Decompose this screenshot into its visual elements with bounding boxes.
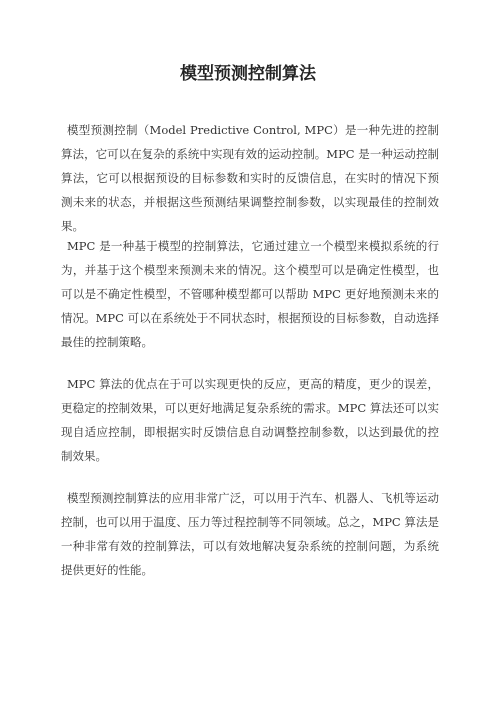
paragraph-1: 模型预测控制（Model Predictive Control, MPC）是一种先进的控制算法，它可以在复杂的系统中实现有效的运动控制。MPC 是一种运动控制算法，它可以根据预设的目标参数和实时的反馈信息，在实时的情况下预测未来的状态，并根据这些预测结果调整控制参数，以实现最佳的控制效果。 [61, 123, 439, 233]
document-title: 模型预测控制算法 [180, 64, 316, 84]
paragraph-2: MPC 是一种基于模型的控制算法，它通过建立一个模型来模拟系统的行为，并基于这个模型来预测未来的情况。这个模型可以是确定性模型，也可以是不确定性模型，不管哪种模型都可以帮助 MPC 更好地预测未来的情况。MPC 可以在系统处于不同状态时，根据预设的目标参数，自动选择最佳的控制策略。 [61, 239, 439, 349]
paragraph-3: MPC 算法的优点在于可以实现更快的反应，更高的精度，更少的误差，更稳定的控制效果，可以更好地满足复杂系统的需求。MPC 算法还可以实现自适应控制，即根据实时反馈信息自动调整控制参数，以达到最优的控制效果。 [61, 377, 439, 463]
paragraph-4: 模型预测控制算法的应用非常广泛，可以用于汽车、机器人、飞机等运动控制，也可以用于温度、压力等过程控制等不同领域。总之，MPC 算法是一种非常有效的控制算法，可以有效地解决复杂系统的控制问题，为系统提供更好的性能。 [61, 491, 439, 577]
